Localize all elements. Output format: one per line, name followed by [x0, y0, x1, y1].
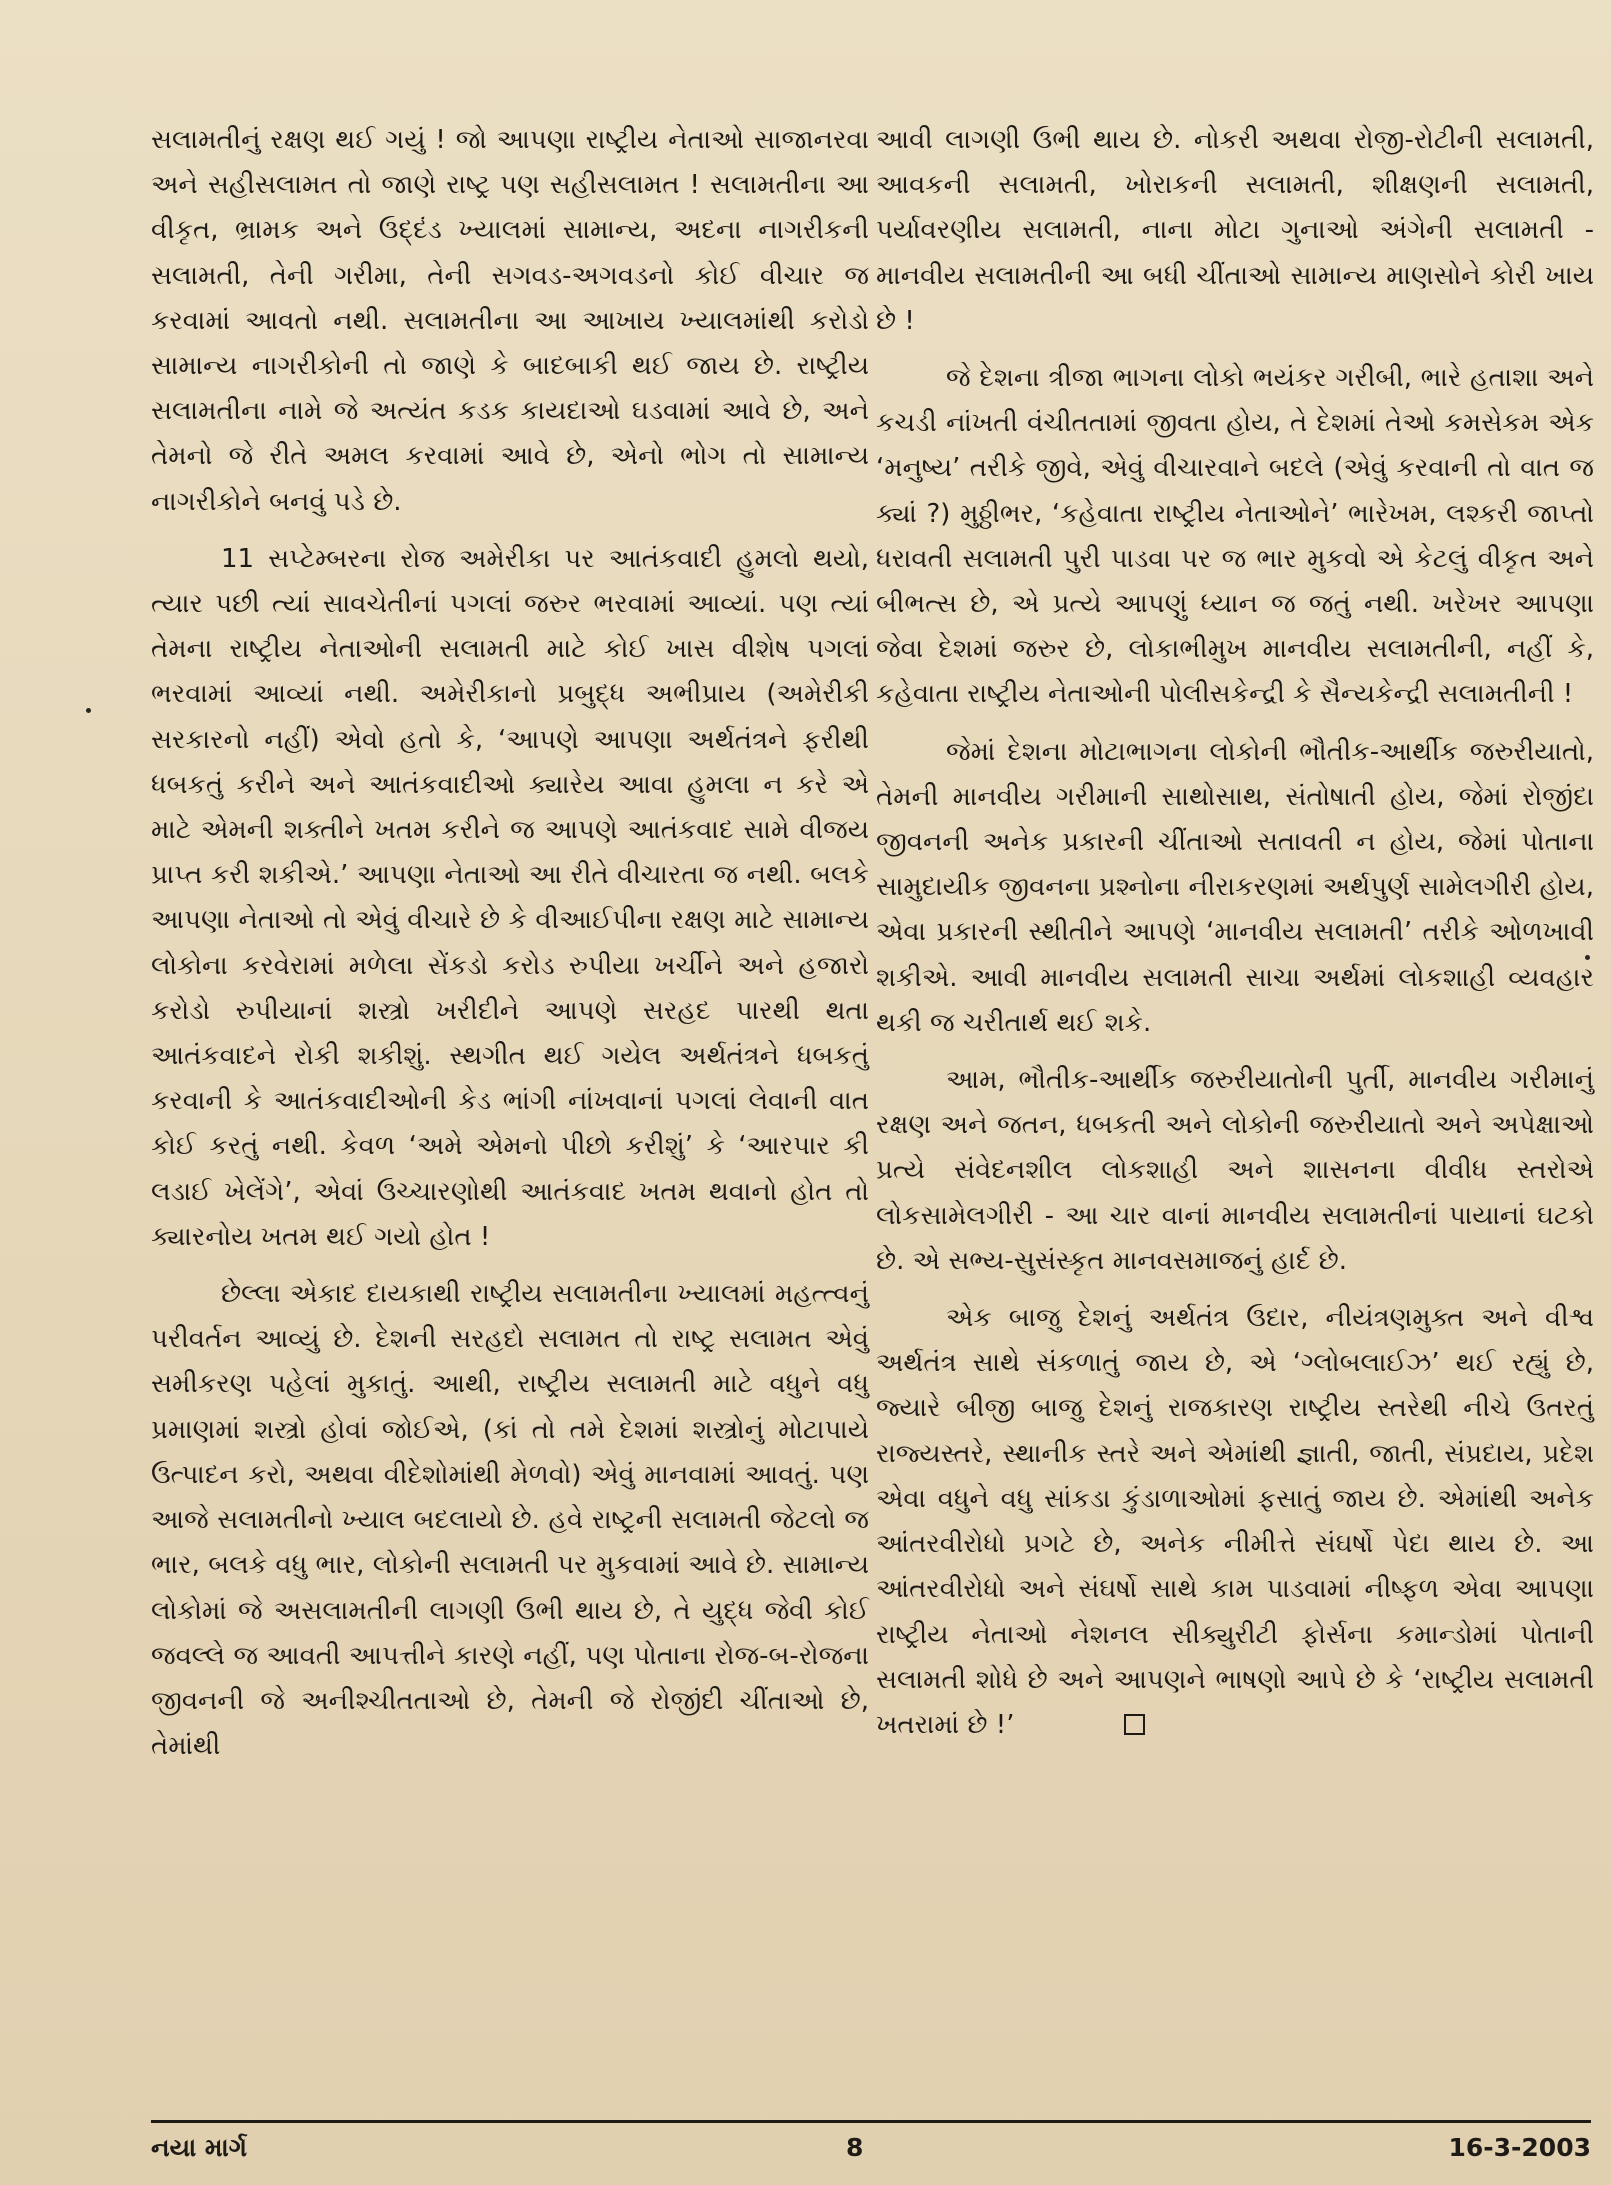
- page-number: 8: [846, 2133, 864, 2162]
- print-speck: [1585, 955, 1590, 960]
- right-paragraph-2: જે દેશના ત્રીજા ભાગના લોકો ભયંકર ગરીબી, ભારે હતાશા અને કચડી નાંખતી વંચીતતામાં જીવતા હોય, તે દેશમાં તેઓ કમસેકમ એક ‘મનુષ્ય’ તરીકે જીવે, એવું વીચારવાને બદલે (એવું કરવાની તો વાત જ ક્યાં ?) મુઠ્ઠીભર, ‘કહેવાતા રાષ્ટ્રીય નેતાઓને’ ભારેખમ, લશ્કરી જાપ્તો ધરાવતી સલામતી પુરી પાડવા પર જ ભાર મુકવો એ કેટલું વીકૃત અને બીભત્સ છે, એ પ્રત્યે આપણું ધ્યાન જ જતું નથી. ખરેખર આપણા જેવા દેશમાં જરુર છે, લોકાભીમુખ માનવીય સલામતીની, નહીં કે, કહેવાતા રાષ્ટ્રીય નેતાઓની પોલીસકેન્દ્રી કે સૈન્યકેન્દ્રી સલામતીની !: [876, 363, 1594, 710]
- left-paragraph-3: છેલ્લા એકાદ દાયકાથી રાષ્ટ્રીય સલામતીના ખ્યાલમાં મહત્ત્વનું પરીવર્તન આવ્યું છે. દેશની સરહદો સલામત તો રાષ્ટ્ર સલામત એવું સમીકરણ પહેલાં મુકાતું. આથી, રાષ્ટ્રીય સલામતી માટે વધુને વધુ પ્રમાણમાં શસ્ત્રો હોવાં જોઈએ, (કાં તો તમે દેશમાં શસ્ત્રોનું મોટાપાયે ઉત્પાદન કરો, અથવા વીદેશોમાંથી મેળવો) એવું માનવામાં આવતું. પણ આજે સલામતીનો ખ્યાલ બદલાયો છે. હવે રાષ્ટ્રની સલામતી જેટલો જ ભાર, બલકે વધુ ભાર, લોકોની સલામતી પર મુકવામાં આવે છે. સામાન્ય લોકોમાં જે અસલામતીની લાગણી ઉભી થાય છે, તે યુદ્ધ જેવી કોઈ જવલ્લે જ આવતી આપત્તીને કારણે નહીં, પણ પોતાના રોજ-બ-રોજના જીવનની જે અનીશ્ચીતતાઓ છે, તેમની જે રોજીંદી ચીંતાઓ છે, તેમાંથી: [151, 1279, 869, 1762]
- right-paragraph-4: આમ, ભૌતીક-આર્થીક જરુરીયાતોની પુર્તી, માનવીય ગરીમાનું રક્ષણ અને જતન, ધબકતી અને લોકોની જરુરીયાતો અને અપેક્ષાઓ પ્રત્યે સંવેદનશીલ લોકશાહી અને શાસનના વીવીધ સ્તરોએ લોકસામેલગીરી - આ ચાર વાનાં માનવીય સલામતીનાં પાયાનાં ઘટકો છે. એ સભ્ય-સુસંસ્કૃત માનવસમાજનું હાર્દ છે.: [876, 1065, 1594, 1276]
- left-paragraph-2: 11 સપ્ટેમ્બરના રોજ અમેરીકા પર આતંકવાદી હુમલો થયો, ત્યાર પછી ત્યાં સાવચેતીનાં પગલાં જરુર ભરવામાં આવ્યાં. પણ ત્યાં તેમના રાષ્ટ્રીય નેતાઓની સલામતી માટે કોઈ ખાસ વીશેષ પગલાં ભરવામાં આવ્યાં નથી. અમેરીકાનો પ્રબુદ્ધ અભીપ્રાય (અમેરીકી સરકારનો નહીં) એવો હતો કે, ‘આપણે આપણા અર્થતંત્રને ફરીથી ધબકતું કરીને અને આતંકવાદીઓ ક્યારેય આવા હુમલા ન કરે એ માટે એમની શક્તીને ખતમ કરીને જ આપણે આતંકવાદ સામે વીજય પ્રાપ્ત કરી શકીએ.’ આપણા નેતાઓ આ રીતે વીચારતા જ નથી. બલકે આપણા નેતાઓ તો એવું વીચારે છે કે વીઆઈપીના રક્ષણ માટે સામાન્ય લોકોના કરવેરામાં મળેલા સેંકડો કરોડ રુપીયા ખર્ચીને અને હજારો કરોડો રુપીયાનાં શસ્ત્રો ખરીદીને આપણે સરહદ પારથી થતા આતંકવાદને રોકી શકીશું. સ્થગીત થઈ ગયેલ અર્થતંત્રને ધબકતું કરવાની કે આતંકવાદીઓની કેડ ભાંગી નાંખવાનાં પગલાં લેવાની વાત કોઈ કરતું નથી. કેવળ ‘અમે એમનો પીછો કરીશું’ કે ‘આરપાર કી લડાઈ ખેલેંગે’, એવાં ઉચ્ચારણોથી આતંકવાદ ખતમ થવાનો હોત તો ક્યારનોય ખતમ થઈ ગયો હોત !: [151, 543, 869, 1252]
- right-paragraph-1: આવી લાગણી ઉભી થાય છે. નોકરી અથવા રોજી-રોટીની સલામતી, આવકની સલામતી, ખોરાકની સલામતી, શીક્ષણની સલામતી, પર્યાવરણીય સલામતી, નાના મોટા ગુનાઓ અંગેની સલામતી - માનવીય સલામતીની આ બધી ચીંતાઓ સામાન્ય માણસોને કોરી ખાય છે !: [876, 125, 1594, 336]
- left-column: [151, 118, 869, 1769]
- right-paragraph-5-text: એક બાજુ દેશનું અર્થતંત્ર ઉદાર, નીયંત્રણમુક્ત અને વીશ્વ અર્થતંત્ર સાથે સંકળાતું જાય છે, એ ‘ગ્લોબલાઈઝ’ થઈ રહ્યું છે, જ્યારે બીજી બાજુ દેશનું રાજકારણ રાષ્ટ્રીય સ્તરેથી નીચે ઉતરતું રાજ્યસ્તરે, સ્થાનીક સ્તરે અને એમાંથી જ્ઞાતી, જાતી, સંપ્રદાય, પ્રદેશ એવા વધુને વધુ સાંકડા કુંડાળાઓમાં ફસાતું જાય છે. એમાંથી અનેક આંતરવીરોધો પ્રગટે છે, અનેક નીમીત્તે સંઘર્ષો પેદા થાય છે. આ આંતરવીરોધો અને સંઘર્ષો સાથે કામ પાડવામાં નીષ્ફળ એવા આપણા રાષ્ટ્રીય નેતાઓ નેશનલ સીક્યુરીટી ફોર્સના કમાન્ડોમાં પોતાની સલામતી શોધે છે અને આપણને ભાષણો આપે છે કે ‘રાષ્ટ્રીય સલામતી ખતરામાં છે !’: [876, 1303, 1594, 1740]
- right-paragraph-3: જેમાં દેશના મોટાભાગના લોકોની ભૌતીક-આર્થીક જરુરીયાતો, તેમની માનવીય ગરીમાની સાથોસાથ, સંતોષાતી હોય, જેમાં રોજીંદા જીવનની અનેક પ્રકારની ચીંતાઓ સતાવતી ન હોય, જેમાં પોતાના સામુદાયીક જીવનના પ્રશ્નોના નીરાકરણમાં અર્થપુર્ણ સામેલગીરી હોય, એવા પ્રકારની સ્થીતીને આપણે ‘માનવીય સલામતી’ તરીકે ઓળખાવી શકીએ. આવી માનવીય સલામતી સાચા અર્થમાં લોકશાહી વ્યવહાર થકી જ ચરીતાર્થ થઈ શકે.: [876, 736, 1594, 1038]
- print-speck: [86, 708, 91, 713]
- footer-rule: [151, 2120, 1591, 2123]
- right-paragraph-5: [876, 1296, 1594, 1748]
- issue-date: 16-3-2003: [1448, 2133, 1591, 2162]
- right-column: [876, 118, 1594, 1748]
- end-of-article-box-icon: [1124, 1714, 1145, 1735]
- left-paragraph-1: સલામતીનું રક્ષણ થઈ ગયું ! જો આપણા રાષ્ટ્રીય નેતાઓ સાજાનરવા અને સહીસલામત તો જાણે રાષ્ટ્ર પણ સહીસલામત ! સલામતીના આ વીકૃત, ભ્રામક અને ઉદ્દંડ ખ્યાલમાં સામાન્ય, અદના નાગરીકની સલામતી, તેની ગરીમા, તેની સગવડ-અગવડનો કોઈ વીચાર જ કરવામાં આવતો નથી. સલામતીના આ આખાય ખ્યાલમાંથી કરોડો સામાન્ય નાગરીકોની તો જાણે કે બાદબાકી થઈ જાય છે. રાષ્ટ્રીય સલામતીના નામે જે અત્યંત કડક કાયદાઓ ઘડવામાં આવે છે, અને તેમનો જે રીતે અમલ કરવામાં આવે છે, એનો ભોગ તો સામાન્ય નાગરીકોને બનવું પડે છે.: [151, 125, 869, 517]
- publication-name: નયા માર્ગ: [151, 2133, 247, 2162]
- page-footer: [151, 2133, 1591, 2173]
